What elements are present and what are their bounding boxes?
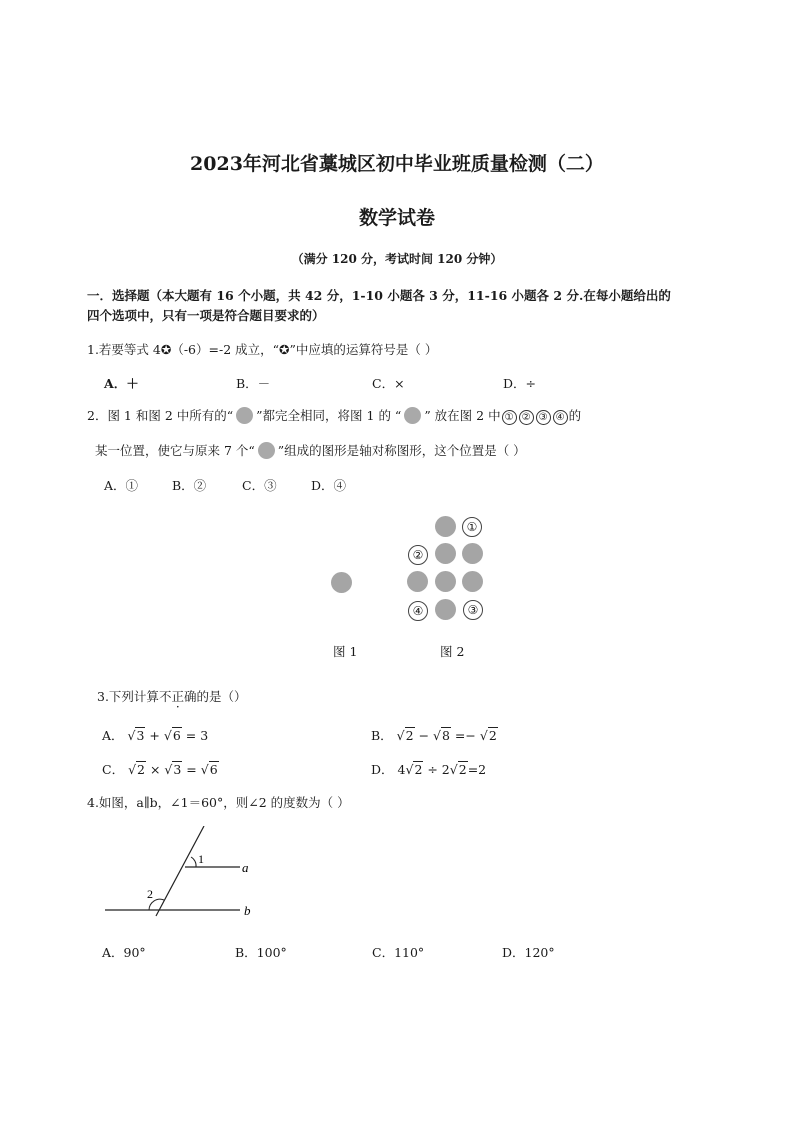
- line-a-label: a: [242, 860, 249, 875]
- q1-option-a: A．＋: [104, 376, 139, 391]
- q2-text-part1: 2．图 1 和图 2 中所有的“: [87, 408, 234, 423]
- question-1-stem: 1.若要等式 4✪（-6）=-2 成立，“✪”中应填的运算符号是（ ）: [87, 342, 438, 357]
- angle-2-label: 2: [147, 887, 153, 901]
- circled-number: ②: [519, 410, 534, 425]
- question-3-stem: 3.下列计算不正确的是（）: [97, 689, 247, 704]
- gray-dot: [462, 543, 483, 564]
- q4-option-a: A．90°: [102, 945, 146, 960]
- angle-1-label: 1: [198, 852, 204, 866]
- angle-1-arc: [191, 857, 196, 867]
- gray-dot: [331, 572, 352, 593]
- circled-label-4: ④: [408, 601, 428, 621]
- emphasis-text: 不正确: [158, 689, 197, 704]
- exam-note: （满分 120 分，考试时间 120 分钟）: [291, 252, 503, 266]
- q3-option-b: B． √2 − √8 =− √2: [371, 728, 497, 743]
- section-heading-line1: 一．选择题（本大题有 16 个小题，共 42 分，1-10 小题各 3 分，11-16 小题各 2 分.在每小题给出的: [87, 288, 671, 303]
- q1-option-d: D．÷: [503, 376, 536, 391]
- q2-option-d: D．④: [311, 478, 347, 493]
- parallel-lines-figure: [100, 826, 270, 926]
- q2-text-part2: ”都完全相同，将图 1 的 “: [256, 408, 402, 423]
- circled-number: ①: [502, 410, 517, 425]
- q3-option-c: C． √2 × √3 = √6: [102, 762, 218, 777]
- q2-option-b: B．②: [172, 478, 207, 493]
- q4-option-b: B．100°: [235, 945, 287, 960]
- q2-option-c: C．③: [242, 478, 277, 493]
- section-heading-line2: 四个选项中，只有一项是符合题目要求的）: [87, 308, 325, 323]
- gray-dot: [435, 599, 456, 620]
- gray-dot: [462, 571, 483, 592]
- circled-label-1: ①: [462, 517, 482, 537]
- exam-title: 2023年河北省藁城区初中毕业班质量检测（二）: [190, 153, 604, 175]
- q2-text-part3: ” 放在图 2 中: [424, 408, 501, 423]
- line-b-label: b: [244, 903, 251, 918]
- figure-2: [406, 516, 496, 626]
- question-4-stem: 4.如图，a∥b，∠1＝60°，则∠2 的度数为（ ）: [87, 795, 350, 810]
- q2-text-part5: 某一位置，使它与原来 7 个“: [95, 443, 255, 458]
- gray-dot: [435, 543, 456, 564]
- circled-number: ③: [536, 410, 551, 425]
- question-2-line2: [95, 441, 526, 459]
- circled-number: ④: [553, 410, 568, 425]
- gray-dot-icon: [236, 407, 253, 424]
- transversal: [156, 826, 204, 916]
- q4-option-c: C．110°: [372, 945, 425, 960]
- circled-label-3: ③: [463, 600, 483, 620]
- q2-text-part6: ”组成的图形是轴对称图形，这个位置是（ ）: [277, 443, 526, 458]
- gray-dot-icon: [258, 442, 275, 459]
- gray-dot-icon: [404, 407, 421, 424]
- circled-label-2: ②: [408, 545, 428, 565]
- question-2-line1: [87, 406, 581, 425]
- gray-dot: [435, 571, 456, 592]
- exam-subject: 数学试卷: [358, 207, 435, 229]
- figure-1-caption: 图 1: [333, 644, 358, 659]
- figure-2-caption: 图 2: [440, 644, 465, 659]
- q3-option-a: A． √3 + √6 = 3: [102, 728, 209, 743]
- q4-option-d: D．120°: [502, 945, 555, 960]
- q1-option-c: C．×: [372, 376, 405, 391]
- q1-option-b: B．－: [236, 376, 271, 391]
- gray-dot: [435, 516, 456, 537]
- q2-text-part4: 的: [568, 408, 582, 423]
- q3-option-d: D． 4√2 ÷ 2√2=2: [371, 762, 487, 777]
- q2-option-a: A．①: [104, 478, 139, 493]
- gray-dot: [407, 571, 428, 592]
